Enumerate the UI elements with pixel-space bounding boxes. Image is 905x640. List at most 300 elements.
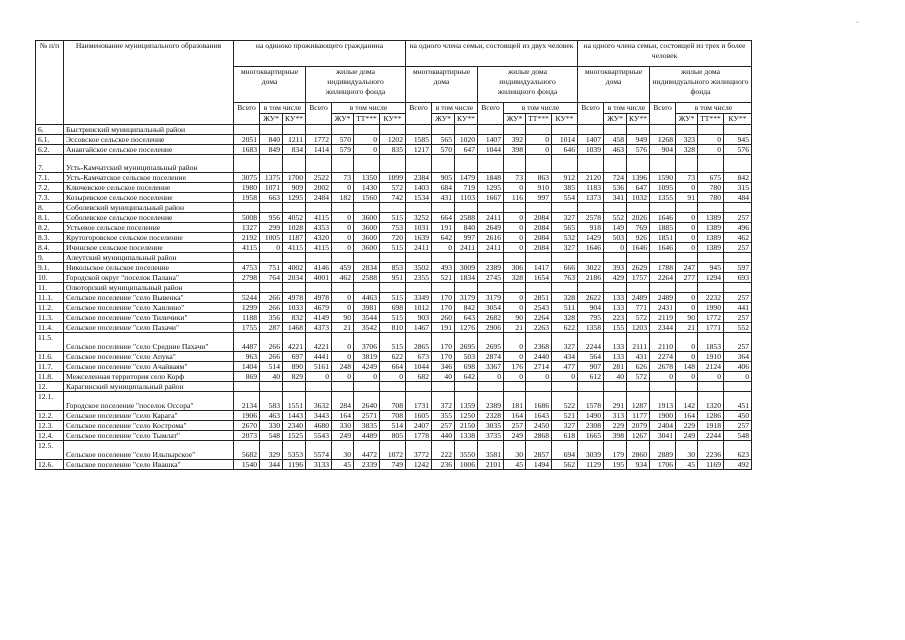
row-name: Усть-Камчатское сельское поселение <box>64 173 234 183</box>
empty-cell <box>552 203 578 213</box>
row-number: 11.1. <box>36 293 64 303</box>
value-cell: 503 <box>455 352 478 362</box>
header-incl-izhs: в том числе <box>332 103 406 114</box>
value-cell: 40 <box>604 372 627 382</box>
row-name: Сельское поселение "село Вывенка" <box>64 293 234 303</box>
empty-cell <box>260 283 283 293</box>
value-cell: 2328 <box>478 411 504 421</box>
value-cell: 1683 <box>234 145 260 155</box>
table-row <box>36 411 752 421</box>
empty-cell <box>354 155 380 173</box>
value-cell: 1404 <box>234 362 260 372</box>
value-cell: 647 <box>627 183 650 193</box>
value-cell: 2101 <box>478 460 504 470</box>
value-cell: 1169 <box>698 460 724 470</box>
value-cell: 0 <box>332 213 354 223</box>
empty-cell <box>234 125 260 135</box>
value-cell: 643 <box>455 313 478 323</box>
empty-cell <box>578 155 604 173</box>
value-cell: 1788 <box>650 263 676 273</box>
value-cell: 694 <box>552 441 578 460</box>
empty-cell <box>504 253 526 263</box>
value-cell: 1389 <box>698 213 724 223</box>
value-cell: 1287 <box>627 392 650 411</box>
value-cell: 666 <box>552 263 578 273</box>
value-cell: 493 <box>432 263 455 273</box>
value-cell: 2389 <box>478 263 504 273</box>
empty-cell <box>354 253 380 263</box>
empty-cell <box>578 125 604 135</box>
row-name: Козыревское сельское поселение <box>64 193 234 203</box>
value-cell: 328 <box>504 273 526 283</box>
value-cell: 2079 <box>627 421 650 431</box>
value-cell: 3632 <box>306 392 332 411</box>
value-cell: 997 <box>455 233 478 243</box>
header-incl-izhs: в том числе <box>676 103 752 114</box>
row-name: Межселенная территория село Корф <box>64 372 234 382</box>
empty-cell <box>354 283 380 293</box>
table-row <box>36 243 752 253</box>
empty-cell <box>627 253 650 263</box>
value-cell: 45 <box>504 460 526 470</box>
row-name: Сельское поселение "село Ильпырское" <box>64 441 234 460</box>
value-cell: 647 <box>455 145 478 155</box>
value-cell: 646 <box>552 145 578 155</box>
value-cell: 1039 <box>578 145 604 155</box>
header-code-ku: КУ** <box>380 114 406 125</box>
value-cell: 4001 <box>306 273 332 283</box>
empty-cell <box>478 203 504 213</box>
value-cell: 622 <box>380 352 406 362</box>
empty-cell <box>627 125 650 135</box>
value-cell: 0 <box>504 183 526 193</box>
value-cell: 0 <box>504 233 526 243</box>
value-cell: 2192 <box>234 233 260 243</box>
value-cell: 3772 <box>406 441 432 460</box>
value-cell: 2034 <box>283 273 306 283</box>
value-cell: 2588 <box>354 273 380 283</box>
value-cell: 1585 <box>406 135 432 145</box>
value-cell: 0 <box>504 213 526 223</box>
empty-cell <box>332 203 354 213</box>
value-cell: 1551 <box>283 392 306 411</box>
row-name: Быстринский муниципальный район <box>64 125 234 135</box>
empty-cell <box>234 382 260 392</box>
value-cell: 3041 <box>650 431 676 441</box>
value-cell: 1494 <box>526 460 552 470</box>
value-cell: 642 <box>455 372 478 382</box>
value-cell: 1203 <box>627 323 650 333</box>
empty-cell <box>526 125 552 135</box>
value-cell: 1490 <box>578 411 604 421</box>
table-row <box>36 125 752 135</box>
value-cell: 1731 <box>406 392 432 411</box>
value-cell: 133 <box>604 352 627 362</box>
value-cell: 2678 <box>650 362 676 372</box>
empty-cell <box>306 283 332 293</box>
value-cell: 484 <box>724 193 752 203</box>
value-cell: 133 <box>604 293 627 303</box>
value-cell: 842 <box>724 173 752 183</box>
value-cell: 1202 <box>380 135 406 145</box>
value-cell: 0 <box>504 243 526 253</box>
value-cell: 3502 <box>406 263 432 273</box>
empty-cell <box>724 283 752 293</box>
value-cell: 266 <box>260 293 283 303</box>
housing-norms-document <box>35 40 752 470</box>
value-cell: 751 <box>260 263 283 273</box>
value-cell: 3735 <box>478 431 504 441</box>
value-cell: 0 <box>676 243 698 253</box>
value-cell: 170 <box>432 333 455 352</box>
header-incl-izhs: в том числе <box>504 103 578 114</box>
value-cell: 4679 <box>306 303 332 313</box>
value-cell: 176 <box>504 362 526 372</box>
value-cell: 0 <box>332 223 354 233</box>
value-cell: 1012 <box>406 303 432 313</box>
value-cell: 753 <box>380 223 406 233</box>
empty-cell <box>552 253 578 263</box>
row-number: 6. <box>36 125 64 135</box>
value-cell: 287 <box>260 323 283 333</box>
empty-cell <box>604 382 627 392</box>
value-cell: 328 <box>552 293 578 303</box>
row-name: Сельское поселение "село Пахачи" <box>64 323 234 333</box>
value-cell: 2874 <box>478 352 504 362</box>
empty-cell <box>604 253 627 263</box>
value-cell: 1350 <box>354 173 380 183</box>
value-cell: 0 <box>698 135 724 145</box>
value-cell: 327 <box>552 421 578 431</box>
value-cell: 514 <box>380 421 406 431</box>
header-code-tt: ТТ*** <box>698 114 724 125</box>
value-cell: 45 <box>332 460 354 470</box>
value-cell: 904 <box>578 303 604 313</box>
value-cell: 195 <box>604 460 627 470</box>
value-cell: 249 <box>332 431 354 441</box>
value-cell: 1900 <box>650 411 676 421</box>
value-cell: 565 <box>552 223 578 233</box>
value-cell: 2578 <box>578 213 604 223</box>
row-name: Устьевое сельское поселение <box>64 223 234 233</box>
value-cell: 1276 <box>455 323 478 333</box>
value-cell: 0 <box>504 303 526 313</box>
row-name: Эссовское сельское поселение <box>64 135 234 145</box>
value-cell: 4487 <box>234 333 260 352</box>
value-cell: 1910 <box>698 352 724 362</box>
row-number: 12. <box>36 382 64 392</box>
value-cell: 4353 <box>306 223 332 233</box>
header-code-tt: ТТ*** <box>354 114 380 125</box>
header-total-izhs: Всего <box>478 103 504 125</box>
value-cell: 257 <box>724 243 752 253</box>
empty-cell <box>380 283 406 293</box>
value-cell: 170 <box>432 352 455 362</box>
header-code-ku: КУ** <box>552 114 578 125</box>
empty-cell <box>504 382 526 392</box>
value-cell: 945 <box>724 135 752 145</box>
value-cell: 277 <box>676 273 698 283</box>
value-cell: 0 <box>676 183 698 193</box>
value-cell: 257 <box>724 333 752 352</box>
value-cell: 3252 <box>406 213 432 223</box>
value-cell: 5161 <box>306 362 332 372</box>
value-cell: 742 <box>380 193 406 203</box>
value-cell: 398 <box>604 431 627 441</box>
value-cell: 73 <box>504 173 526 183</box>
table-row <box>36 155 752 173</box>
value-cell: 2489 <box>627 293 650 303</box>
value-cell: 458 <box>604 135 627 145</box>
empty-cell <box>432 125 455 135</box>
header-code-ku: КУ** <box>627 114 650 125</box>
value-cell: 1396 <box>627 173 650 183</box>
value-cell: 503 <box>604 233 627 243</box>
value-cell: 2232 <box>698 293 724 303</box>
header-incl-mkd: в том числе <box>604 103 650 114</box>
row-name: Карагинский муниципальный район <box>64 382 234 392</box>
value-cell: 1268 <box>650 135 676 145</box>
value-cell: 570 <box>432 145 455 155</box>
value-cell: 664 <box>432 213 455 223</box>
row-name: Усть-Камчатский муниципальный район <box>64 155 234 173</box>
value-cell: 2051 <box>234 135 260 145</box>
value-cell: 1389 <box>698 223 724 233</box>
value-cell: 515 <box>380 293 406 303</box>
empty-cell <box>380 155 406 173</box>
empty-cell <box>578 253 604 263</box>
value-cell: 0 <box>332 183 354 193</box>
value-cell: 532 <box>552 233 578 243</box>
row-number: 8.3. <box>36 233 64 243</box>
row-number: 7.2. <box>36 183 64 193</box>
value-cell: 597 <box>724 263 752 273</box>
empty-cell <box>354 382 380 392</box>
table-row <box>36 223 752 233</box>
empty-cell <box>455 283 478 293</box>
table-row <box>36 263 752 273</box>
header-group-two: на одного члена семьи, состоящей из двух человек <box>406 41 578 67</box>
value-cell: 1005 <box>260 233 283 243</box>
table-row <box>36 203 752 213</box>
value-cell: 492 <box>724 460 752 470</box>
value-cell: 2120 <box>578 173 604 183</box>
value-cell: 572 <box>627 372 650 382</box>
value-cell: 0 <box>698 145 724 155</box>
value-cell: 266 <box>260 333 283 352</box>
empty-cell <box>354 203 380 213</box>
value-cell: 393 <box>604 263 627 273</box>
value-cell: 1913 <box>650 392 676 411</box>
value-cell: 829 <box>283 372 306 382</box>
empty-cell <box>650 382 676 392</box>
value-cell: 1853 <box>698 333 724 352</box>
value-cell: 1654 <box>526 273 552 283</box>
value-cell: 323 <box>676 135 698 145</box>
empty-cell <box>306 203 332 213</box>
value-cell: 521 <box>552 411 578 421</box>
header-mkd-single: многоквартирные дома <box>234 67 306 103</box>
value-cell: 963 <box>234 352 260 362</box>
value-cell: 1211 <box>283 135 306 145</box>
row-name: Сельское поселение "село Тымлат" <box>64 431 234 441</box>
value-cell: 21 <box>504 323 526 333</box>
value-cell: 2868 <box>526 431 552 441</box>
value-cell: 2134 <box>234 392 260 411</box>
value-cell: 0 <box>526 372 552 382</box>
empty-cell <box>478 155 504 173</box>
value-cell: 90 <box>676 313 698 323</box>
value-cell: 4463 <box>354 293 380 303</box>
value-cell: 2264 <box>650 273 676 283</box>
row-name: Сельское поселение "село Средние Пахачи" <box>64 333 234 352</box>
table-row <box>36 460 752 470</box>
value-cell: 2150 <box>455 421 478 431</box>
value-cell: 663 <box>260 193 283 203</box>
value-cell: 90 <box>504 313 526 323</box>
empty-cell <box>406 253 432 263</box>
value-cell: 1032 <box>627 193 650 203</box>
value-cell: 724 <box>604 173 627 183</box>
value-cell: 385 <box>552 183 578 193</box>
value-cell: 341 <box>604 193 627 203</box>
header-izhs-three: жилые дома индивидуального жилищного фонда <box>650 67 752 103</box>
empty-cell <box>354 125 380 135</box>
value-cell: 708 <box>380 392 406 411</box>
value-cell: 1467 <box>406 323 432 333</box>
value-cell: 1430 <box>354 183 380 193</box>
value-cell: 1990 <box>698 303 724 313</box>
table-row <box>36 352 752 362</box>
value-cell: 346 <box>432 362 455 372</box>
empty-cell <box>698 283 724 293</box>
value-cell: 45 <box>676 460 698 470</box>
value-cell: 2411 <box>478 243 504 253</box>
value-cell: 570 <box>332 135 354 145</box>
row-number: 12.3. <box>36 421 64 431</box>
value-cell: 0 <box>504 293 526 303</box>
value-cell: 1294 <box>698 273 724 283</box>
value-cell: 2798 <box>234 273 260 283</box>
value-cell: 2084 <box>526 223 552 233</box>
table-row <box>36 273 752 283</box>
value-cell: 372 <box>432 392 455 411</box>
value-cell: 2431 <box>650 303 676 313</box>
value-cell: 771 <box>627 303 650 313</box>
empty-cell <box>406 155 432 173</box>
empty-cell <box>676 203 698 213</box>
value-cell: 1033 <box>283 303 306 313</box>
value-cell: 2543 <box>526 303 552 313</box>
empty-cell <box>724 253 752 263</box>
value-cell: 3035 <box>478 421 504 431</box>
value-cell: 626 <box>627 362 650 372</box>
value-cell: 0 <box>650 372 676 382</box>
value-cell: 1355 <box>650 193 676 203</box>
value-cell: 2649 <box>478 223 504 233</box>
table-row <box>36 421 752 431</box>
value-cell: 5353 <box>283 441 306 460</box>
header-code-ku: КУ** <box>283 114 306 125</box>
value-cell: 2851 <box>526 293 552 303</box>
empty-cell <box>432 203 455 213</box>
value-cell: 4249 <box>354 362 380 372</box>
value-cell: 431 <box>432 193 455 203</box>
value-cell: 4221 <box>306 333 332 352</box>
header-incl-mkd: в том числе <box>260 103 306 114</box>
table-row <box>36 213 752 223</box>
value-cell: 315 <box>724 183 752 193</box>
row-number: 6.1. <box>36 135 64 145</box>
header-code-zhu: ЖУ* <box>676 114 698 125</box>
value-cell: 3542 <box>354 323 380 333</box>
value-cell: 3054 <box>478 303 504 313</box>
value-cell: 4146 <box>306 263 332 273</box>
value-cell: 2522 <box>306 173 332 183</box>
empty-cell <box>260 253 283 263</box>
value-cell: 462 <box>724 233 752 243</box>
value-cell: 1918 <box>698 421 724 431</box>
value-cell: 0 <box>354 145 380 155</box>
empty-cell <box>234 155 260 173</box>
value-cell: 849 <box>260 145 283 155</box>
row-name: Соболевский муниципальный район <box>64 203 234 213</box>
value-cell: 3009 <box>455 263 478 273</box>
value-cell: 949 <box>627 135 650 145</box>
value-cell: 1071 <box>260 183 283 193</box>
value-cell: 1646 <box>650 243 676 253</box>
value-cell: 2274 <box>650 352 676 362</box>
value-cell: 344 <box>260 460 283 470</box>
value-cell: 3179 <box>455 293 478 303</box>
value-cell: 3550 <box>455 441 478 460</box>
value-cell: 4472 <box>354 441 380 460</box>
value-cell: 477 <box>552 362 578 372</box>
empty-cell <box>650 203 676 213</box>
table-row <box>36 362 752 372</box>
value-cell: 2695 <box>478 333 504 352</box>
value-cell: 890 <box>283 362 306 372</box>
empty-cell <box>724 203 752 213</box>
value-cell: 463 <box>260 411 283 421</box>
empty-cell <box>406 283 432 293</box>
empty-cell <box>332 283 354 293</box>
empty-cell <box>504 125 526 135</box>
row-name: Соболевское сельское поселение <box>64 213 234 223</box>
empty-cell <box>432 253 455 263</box>
value-cell: 451 <box>724 392 752 411</box>
value-cell: 1196 <box>283 460 306 470</box>
value-cell: 842 <box>455 303 478 313</box>
value-cell: 463 <box>604 145 627 155</box>
value-cell: 327 <box>552 333 578 352</box>
value-cell: 840 <box>455 223 478 233</box>
row-number: 8. <box>36 203 64 213</box>
value-cell: 910 <box>526 183 552 193</box>
value-cell: 0 <box>676 372 698 382</box>
header-mkd-two: многоквартирные дома <box>406 67 478 103</box>
empty-cell <box>306 155 332 173</box>
value-cell: 548 <box>724 431 752 441</box>
value-cell: 4373 <box>306 323 332 333</box>
header-code-zhu: ЖУ* <box>504 114 526 125</box>
value-cell: 1327 <box>234 223 260 233</box>
empty-cell <box>283 382 306 392</box>
header-code-ku: КУ** <box>455 114 478 125</box>
empty-cell <box>698 382 724 392</box>
value-cell: 2308 <box>578 421 604 431</box>
value-cell: 4149 <box>306 313 332 323</box>
